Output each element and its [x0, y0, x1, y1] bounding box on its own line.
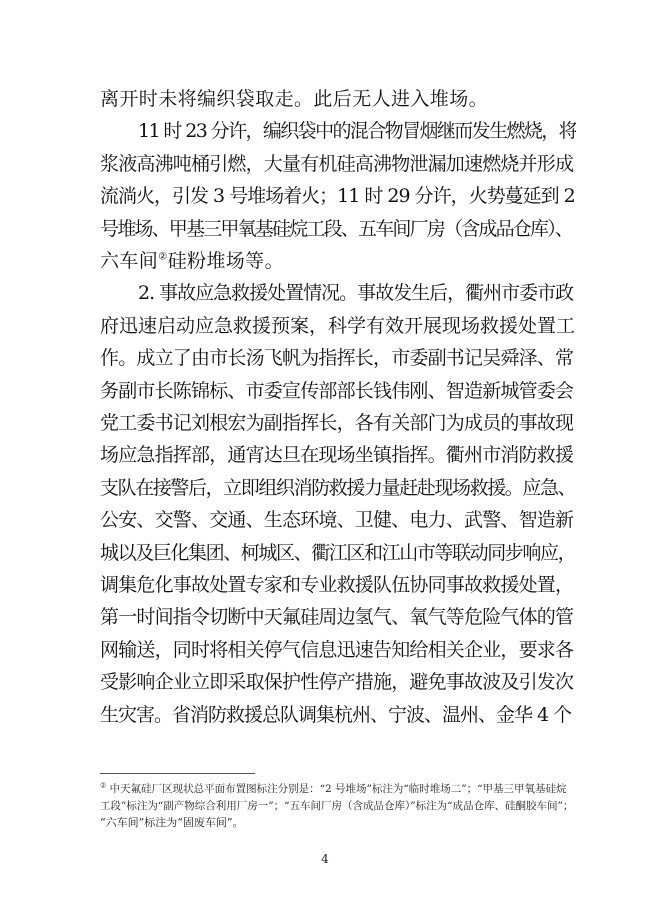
body-line: 城以及巨化集团、柯城区、衢江区和江山市等联动同步响应，	[100, 542, 576, 564]
body-line: 网输送，同时将相关停气信息迅速告知给相关企业，要求各	[100, 639, 574, 661]
body-line: 离开时未将编织袋取走。此后无人进入堆场。	[100, 88, 489, 110]
body-line: 场应急指挥部，通宵达旦在现场坐镇指挥。衢州市消防救援	[100, 444, 574, 466]
body-line: 第一时间指令切断中天氟硅周边氢气、氧气等危险气体的管	[100, 606, 574, 628]
body-line: 务副市长陈锦标、市委宣传部部长钱伟刚、智造新城管委会	[100, 380, 574, 402]
body-line: 党工委书记刘根宏为副指挥长，各有关部门为成员的事故现	[100, 412, 574, 434]
body-line: 2. 事故应急救援处置情况。事故发生后，衢州市委市政	[138, 282, 574, 304]
footnote-line: “六车间”标注为“固废车间”。	[100, 816, 244, 829]
body-line: 支队在接警后，立即组织消防救援力量赶赴现场救援。应急、	[100, 477, 576, 499]
page-number: 4	[321, 852, 329, 866]
body-line: 11 时 23 分许，编织袋中的混合物冒烟继而发生燃烧，将	[138, 120, 576, 142]
footnote-line: 工段”标注为“副产物综合利用厂房一”；“五车间厂房（含成品仓库）”标注为“成品仓库、硅酮胶车间”；	[100, 800, 574, 812]
body-line: 作。成立了由市长汤飞帆为指挥长，市委副书记吴舜泽、常	[100, 347, 574, 369]
footnote-divider	[100, 773, 255, 774]
body-text: 硅粉堆场等。	[167, 250, 284, 272]
body-line: 受影响企业立即采取保护性停产措施，避免事故波及引发次	[100, 671, 574, 693]
body-line: 浆液高沸吨桶引燃，大量有机硅高沸物泄漏加速燃烧并形成	[100, 153, 574, 175]
footnote-text: 中天氟硅厂区现状总平面布置图标注分别是：“2 号堆场”标注为“临时堆场二”；“甲基三甲氧基硅烷	[109, 783, 567, 795]
body-line: 流淌火，引发 3 号堆场着火；11 时 29 分许，火势蔓延到 2	[100, 185, 575, 207]
body-line: 府迅速启动应急救援预案，科学有效开展现场救援处置工	[100, 315, 576, 337]
body-line: 号堆场、甲基三甲氧基硅烷工段、五车间厂房（含成品仓库）、	[100, 218, 573, 240]
body-line-with-footnote-ref	[100, 249, 576, 273]
footnote-mark: ②	[100, 781, 107, 790]
body-text: 六车间	[100, 250, 159, 272]
body-line: 公安、交警、交通、生态环境、卫健、电力、武警、智造新	[100, 509, 574, 531]
body-line: 生灾害。省消防救援总队调集杭州、宁波、温州、金华 4 个	[100, 704, 572, 726]
footnote-line	[100, 781, 580, 797]
footnote-ref[interactable]: ②	[158, 251, 168, 263]
body-line: 调集危化事故处置专家和专业救援队伍协同事故救援处置，	[100, 574, 574, 596]
